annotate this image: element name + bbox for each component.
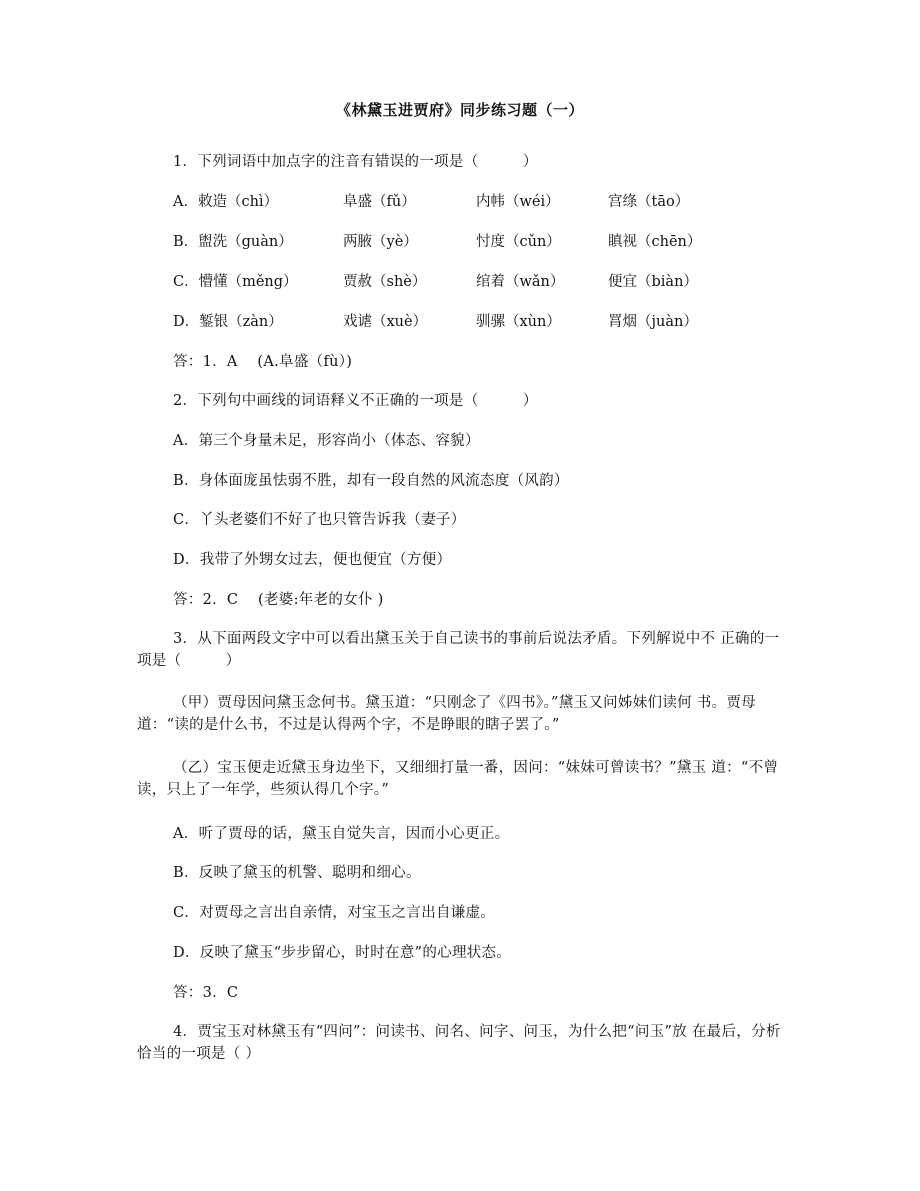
option-cell: 瞋视（chēn） [608, 234, 702, 250]
question-2-option-d: D．我带了外甥女过去，便也便宜（方便） [173, 552, 452, 568]
option-cell: 阜盛（fǔ） [343, 194, 416, 210]
option-cell: 绾着（wǎn） [476, 274, 565, 290]
question-3-option-a: A．听了贾母的话，黛玉自觉失言，因而小心更正。 [173, 826, 510, 842]
option-cell: 戏谑（xuè） [343, 314, 428, 330]
question-2-option-a: A．第三个身量未足，形容尚小（体态、容貌） [173, 433, 480, 449]
option-cell: C．懵懂（měng） [173, 274, 298, 290]
question-3-option-b: B．反映了黛玉的机警、聪明和细心。 [173, 865, 421, 881]
option-cell: A．敕造（chì） [173, 194, 279, 210]
question-3-option-c: C．对贾母之言出自亲情，对宝玉之言出自谦虚。 [173, 905, 496, 921]
document-title: 《林黛玉进贾府》同步练习题（一） [335, 101, 584, 119]
question-3-option-d: D．反映了黛玉“步步留心，时时在意”的心理状态。 [173, 945, 512, 961]
question-3-stem: 3．从下面两段文字中可以看出黛玉关于自己读书的事前后说法矛盾。下列解说中不 正确的一项是（ ） [137, 631, 780, 669]
question-2-answer: 答：2．C (老婆:年老的女仆 ) [173, 592, 384, 608]
option-cell: 忖度（cǔn） [476, 234, 561, 250]
question-1-stem: 1．下列词语中加点字的注音有错误的一项是（ ） [173, 154, 538, 170]
option-cell: 贾赦（shè） [343, 274, 427, 290]
question-2-option-b: B．身体面庞虽怯弱不胜，却有一段自然的风流态度（风韵） [173, 473, 569, 489]
option-cell: 便宜（biàn） [608, 274, 698, 290]
question-3-passage-b: （乙）宝玉便走近黛玉身边坐下，又细细打量一番，因问：“妹妹可曾读书？”黛玉 道：“不曾读，只上了一年学，些须认得几个字。” [137, 760, 779, 798]
option-cell: D．錾银（zàn） [173, 314, 283, 330]
question-3-answer: 答：3．C [173, 985, 239, 1001]
question-2-stem: 2．下列句中画线的词语释义不正确的一项是（ ） [173, 393, 538, 409]
option-cell: 内帏（wéi） [476, 194, 560, 210]
option-cell: 两腋（yè） [343, 234, 418, 250]
option-cell: 驯骡（xùn） [476, 314, 561, 330]
question-3-passage-a: （甲）贾母因问黛玉念何书。黛玉道：“只刚念了《四书》。”黛玉又问姊妹们读何 书。贾母道：“读的是什么书，不过是认得两个字，不是睁眼的瞎子罢了。” [137, 695, 757, 733]
option-cell: B．盥洗（guàn） [173, 234, 293, 250]
question-2-option-c: C．丫头老婆们不好了也只管告诉我（妻子） [173, 512, 466, 528]
option-cell: 罥烟（juàn） [608, 314, 698, 330]
question-1-answer: 答：1．A (A.阜盛（fù）) [173, 354, 353, 370]
question-4-stem: 4．贾宝玉对林黛玉有“四问”：问读书、问名、问字、问玉，为什么把“问玉”放 在最后，分析恰当的一项是（ ） [137, 1024, 781, 1062]
option-cell: 宫绦（tāo） [608, 194, 690, 210]
